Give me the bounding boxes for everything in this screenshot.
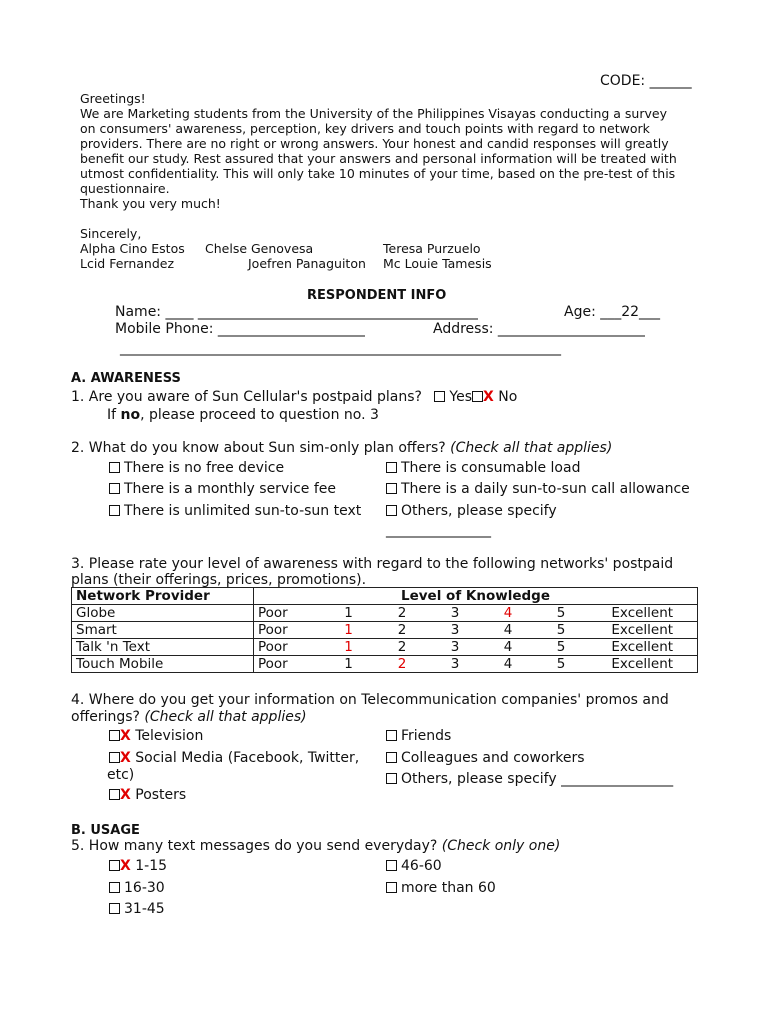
q2-option-label: There is unlimited sun-to-sun text: [124, 503, 362, 519]
q1-text: 1. Are you aware of Sun Cellular's postpaid plans?: [71, 389, 422, 405]
q4-option-social[interactable]: [109, 750, 359, 767]
checkbox-icon[interactable]: [109, 860, 120, 871]
checkbox-icon[interactable]: [109, 752, 120, 763]
checkbox-icon[interactable]: [386, 752, 397, 763]
table-row: [72, 656, 698, 673]
signatory: Alpha Cino Estos: [80, 241, 185, 256]
rating-option[interactable]: 3: [429, 639, 482, 656]
greeting: Greetings!: [80, 91, 146, 106]
rating-option[interactable]: 4: [482, 639, 535, 656]
q4-option-posters[interactable]: [109, 787, 186, 804]
sincerely: Sincerely,: [80, 226, 142, 241]
check-mark: X: [120, 858, 131, 874]
q1-no-checkbox[interactable]: [472, 391, 483, 402]
checkbox-icon[interactable]: [109, 462, 120, 473]
check-mark: X: [120, 750, 131, 766]
checkbox-icon[interactable]: [109, 903, 120, 914]
intro-line: questionnaire.: [80, 181, 170, 196]
q1-note: [107, 407, 379, 424]
excellent-label: Excellent: [588, 622, 698, 639]
provider-name: Globe: [72, 605, 254, 622]
option-label: Television: [135, 728, 204, 744]
rating-option[interactable]: 3: [429, 656, 482, 673]
checkbox-icon[interactable]: [386, 505, 397, 516]
checkbox-icon[interactable]: [109, 789, 120, 800]
rating-option[interactable]: 1: [322, 656, 376, 673]
provider-name: Talk 'n Text: [72, 639, 254, 656]
rating-option[interactable]: 4: [482, 605, 535, 622]
q5-option[interactable]: [109, 858, 167, 875]
intro-line: on consumers' awareness, perception, key drivers and touch points with regard to network: [80, 121, 650, 136]
table-row: [72, 639, 698, 656]
checkbox-icon[interactable]: [109, 483, 120, 494]
rating-option[interactable]: 1: [322, 622, 376, 639]
option-label: Others, please specify ________________: [401, 771, 674, 787]
section-a-title: A. AWARENESS: [71, 371, 181, 386]
q4-option-colleagues[interactable]: [386, 750, 585, 767]
signatory: Chelse Genovesa: [205, 241, 314, 256]
thanks: Thank you very much!: [80, 196, 221, 211]
option-label: Friends: [401, 728, 452, 744]
respondent-title: RESPONDENT INFO: [307, 288, 447, 303]
rating-option[interactable]: 3: [429, 622, 482, 639]
q1: [71, 389, 517, 406]
checkbox-icon[interactable]: [386, 860, 397, 871]
q2-hint: (Check all that applies): [450, 440, 613, 456]
q4-question: offerings?: [71, 709, 140, 725]
check-mark: X: [120, 728, 131, 744]
q2-option-label: There is a monthly service fee: [124, 481, 337, 497]
q2-option[interactable]: [386, 481, 690, 498]
q4-option-others[interactable]: [386, 771, 673, 788]
col-level-header: Level of Knowledge: [254, 588, 698, 605]
table-header-row: [72, 588, 698, 605]
q3-text-1: 3. Please rate your level of awareness with regard to the following networks' postpaid: [71, 556, 674, 572]
table-row: [72, 622, 698, 639]
q2-option-label: Others, please specify: [401, 503, 557, 519]
rating-option[interactable]: 2: [376, 622, 429, 639]
name-field[interactable]: Name: ____ ________________________________________: [115, 304, 478, 320]
q5-option[interactable]: [109, 880, 165, 897]
mobile-field[interactable]: Mobile Phone: _____________________: [115, 321, 365, 337]
signatory: Joefren Panaguiton: [248, 256, 366, 271]
intro-line: We are Marketing students from the University of the Philippines Visayas conducting a survey: [80, 106, 667, 121]
option-label: Colleagues and coworkers: [401, 750, 585, 766]
excellent-label: Excellent: [588, 656, 698, 673]
q4-text-2: [71, 709, 307, 726]
rating-option[interactable]: 5: [535, 622, 588, 639]
signatory: Mc Louie Tamesis: [383, 256, 492, 271]
rating-option[interactable]: 4: [482, 622, 535, 639]
code-label: CODE: ______: [600, 73, 692, 89]
checkbox-icon[interactable]: [109, 505, 120, 516]
poor-label: Poor: [254, 622, 322, 639]
section-b-title: B. USAGE: [71, 823, 140, 838]
q3-rating-table: [71, 587, 698, 673]
rating-option[interactable]: 5: [535, 639, 588, 656]
rating-option[interactable]: 1: [322, 605, 376, 622]
q5-text: [71, 838, 560, 855]
q1-yes-label: Yes: [449, 389, 473, 405]
q5-option[interactable]: [386, 858, 442, 875]
intro-line: providers. There are no right or wrong answers. Your honest and candid responses will greatly: [80, 136, 669, 151]
checkbox-icon[interactable]: [386, 773, 397, 784]
q2-option[interactable]: [109, 503, 361, 520]
option-label: 31-45: [124, 901, 165, 917]
rating-option[interactable]: 2: [376, 639, 429, 656]
rating-option[interactable]: 4: [482, 656, 535, 673]
q2-text: [71, 440, 612, 457]
option-label: 46-60: [401, 858, 442, 874]
q5-question: 5. How many text messages do you send everyday?: [71, 838, 438, 854]
q4-hint: (Check all that applies): [144, 709, 307, 725]
q4-option-tv[interactable]: [109, 728, 203, 745]
q2-option-label: There is a daily sun-to-sun call allowance: [401, 481, 690, 497]
provider-name: Smart: [72, 622, 254, 639]
q5-option[interactable]: [386, 880, 496, 897]
q2-question: 2. What do you know about Sun sim-only plan offers?: [71, 440, 446, 456]
address-extra-line[interactable]: _______________________________________________________________: [120, 340, 561, 356]
rating-option[interactable]: 3: [429, 605, 482, 622]
poor-label: Poor: [254, 639, 322, 656]
rating-option[interactable]: 2: [376, 605, 429, 622]
q1-note-post: , please proceed to question no. 3: [140, 407, 379, 423]
rating-option[interactable]: 2: [376, 656, 429, 673]
q4-text-1: 4. Where do you get your information on Telecommunication companies' promos and: [71, 692, 669, 708]
intro-letter: [80, 91, 684, 211]
signatory: Lcid Fernandez: [80, 256, 175, 271]
checkbox-icon[interactable]: [386, 730, 397, 741]
checkbox-icon[interactable]: [386, 882, 397, 893]
q5-option[interactable]: [109, 901, 165, 918]
checkbox-icon[interactable]: [386, 483, 397, 494]
table-row: [72, 605, 698, 622]
q5-hint: (Check only one): [441, 838, 561, 854]
q2-others-blank[interactable]: _______________: [386, 522, 491, 538]
check-mark: X: [120, 787, 131, 803]
q1-note-bold: no: [120, 407, 141, 423]
checkbox-icon[interactable]: [109, 730, 120, 741]
excellent-label: Excellent: [588, 605, 698, 622]
q2-option[interactable]: [386, 460, 580, 477]
provider-name: Touch Mobile: [72, 656, 254, 673]
rating-option[interactable]: 1: [322, 639, 376, 656]
q4-option-friends[interactable]: [386, 728, 451, 745]
q1-no-label: No: [498, 389, 518, 405]
q4-option-social-cont: etc): [107, 767, 135, 783]
poor-label: Poor: [254, 605, 322, 622]
intro-line: benefit our study. Rest assured that your answers and personal information will be treated with: [80, 151, 677, 166]
q2-option-label: There is consumable load: [401, 460, 581, 476]
address-field[interactable]: Address: _____________________: [433, 321, 645, 337]
rating-option[interactable]: 5: [535, 656, 588, 673]
q2-option[interactable]: [386, 503, 557, 520]
checkbox-icon[interactable]: [109, 882, 120, 893]
signatory: Teresa Purzuelo: [383, 241, 481, 256]
option-label: 16-30: [124, 880, 165, 896]
rating-option[interactable]: 5: [535, 605, 588, 622]
q2-option-label: There is no free device: [124, 460, 285, 476]
q1-no-mark: X: [483, 389, 494, 405]
option-label: 1-15: [135, 858, 168, 874]
q1-note-pre: If: [107, 407, 121, 423]
excellent-label: Excellent: [588, 639, 698, 656]
q1-yes-checkbox[interactable]: [434, 391, 445, 402]
option-label: more than 60: [401, 880, 496, 896]
checkbox-icon[interactable]: [386, 462, 397, 473]
intro-line: utmost confidentiality. This will only take 10 minutes of your time, based on the pre-test of this: [80, 166, 676, 181]
poor-label: Poor: [254, 656, 322, 673]
q2-option[interactable]: [109, 460, 284, 477]
q3-text-2: plans (their offerings, prices, promotions).: [71, 572, 367, 588]
option-label: Posters: [135, 787, 187, 803]
option-label: Social Media (Facebook, Twitter,: [135, 750, 360, 766]
q2-option[interactable]: [109, 481, 336, 498]
col-provider-header: Network Provider: [72, 588, 254, 605]
age-field[interactable]: Age: ___22___: [564, 304, 661, 320]
